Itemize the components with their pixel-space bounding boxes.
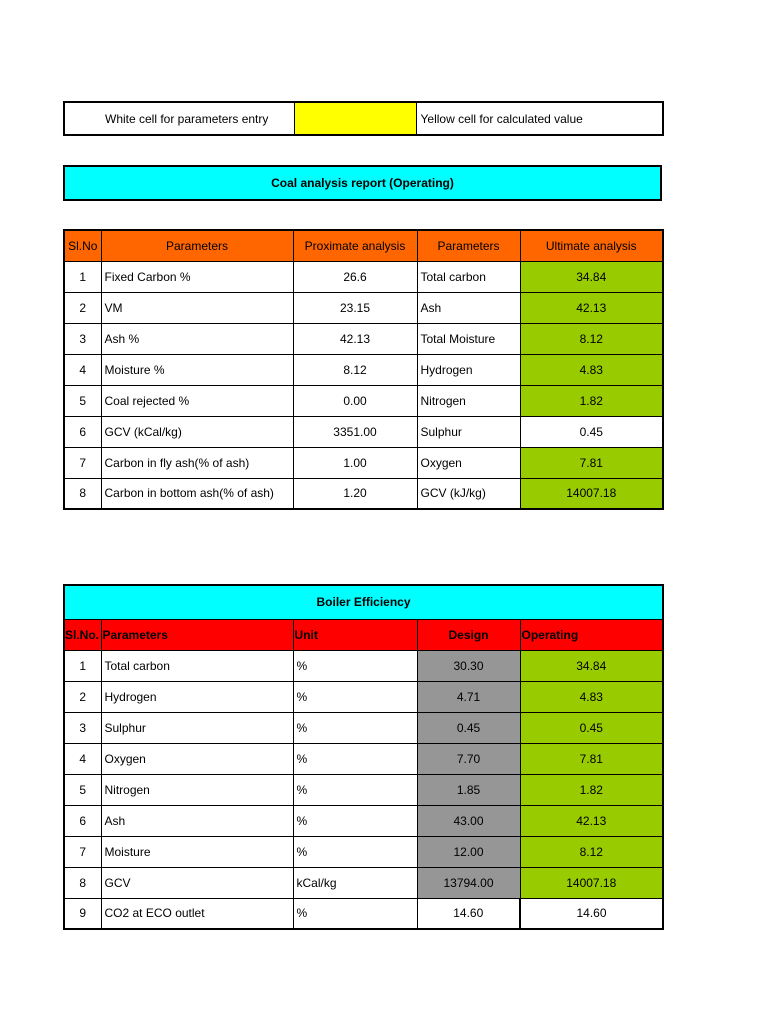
coal-ultimate-value: 1.82 bbox=[520, 385, 663, 416]
legend-yellow-label: Yellow cell for calculated value bbox=[416, 102, 663, 135]
boiler-unit: % bbox=[293, 712, 417, 743]
boiler-operating-value: 7.81 bbox=[520, 743, 663, 774]
coal-header-ultimate: Ultimate analysis bbox=[520, 230, 663, 261]
coal-row bbox=[64, 354, 663, 385]
boiler-operating-value: 8.12 bbox=[520, 836, 663, 867]
coal-parameter: GCV (kCal/kg) bbox=[101, 416, 293, 447]
coal-parameter: VM bbox=[101, 292, 293, 323]
boiler-slno: 7 bbox=[64, 836, 101, 867]
coal-proximate-value: 1.20 bbox=[293, 478, 417, 509]
coal-ultimate-value: 7.81 bbox=[520, 447, 663, 478]
coal-proximate-value: 42.13 bbox=[293, 323, 417, 354]
coal-ultimate-value: 34.84 bbox=[520, 261, 663, 292]
coal-slno: 2 bbox=[64, 292, 101, 323]
coal-analysis-table bbox=[63, 229, 664, 510]
boiler-parameter: CO2 at ECO outlet bbox=[101, 898, 293, 929]
coal-slno: 6 bbox=[64, 416, 101, 447]
boiler-parameter: GCV bbox=[101, 867, 293, 898]
coal-slno: 1 bbox=[64, 261, 101, 292]
coal-parameter: Ash % bbox=[101, 323, 293, 354]
boiler-row bbox=[64, 681, 663, 712]
boiler-slno: 5 bbox=[64, 774, 101, 805]
boiler-unit: kCal/kg bbox=[293, 867, 417, 898]
coal-analysis-block bbox=[63, 229, 662, 510]
boiler-header-unit: Unit bbox=[293, 619, 417, 650]
boiler-parameter: Sulphur bbox=[101, 712, 293, 743]
boiler-parameter: Hydrogen bbox=[101, 681, 293, 712]
boiler-row bbox=[64, 650, 663, 681]
coal-proximate-value: 26.6 bbox=[293, 261, 417, 292]
coal-ultimate-value: 14007.18 bbox=[520, 478, 663, 509]
coal-slno: 4 bbox=[64, 354, 101, 385]
coal-title-block bbox=[63, 165, 662, 201]
boiler-header-design: Design bbox=[417, 619, 520, 650]
coal-parameter: Carbon in fly ash(% of ash) bbox=[101, 447, 293, 478]
boiler-design-value: 0.45 bbox=[417, 712, 520, 743]
boiler-operating-value: 4.83 bbox=[520, 681, 663, 712]
boiler-parameter: Oxygen bbox=[101, 743, 293, 774]
boiler-row bbox=[64, 774, 663, 805]
boiler-header-row bbox=[64, 619, 663, 650]
boiler-slno: 1 bbox=[64, 650, 101, 681]
boiler-design-value: 13794.00 bbox=[417, 867, 520, 898]
coal-row bbox=[64, 416, 663, 447]
coal-header-slno: Sl.No bbox=[64, 230, 101, 261]
boiler-slno: 3 bbox=[64, 712, 101, 743]
boiler-slno: 9 bbox=[64, 898, 101, 929]
boiler-design-value: 4.71 bbox=[417, 681, 520, 712]
coal-proximate-value: 8.12 bbox=[293, 354, 417, 385]
coal-row bbox=[64, 261, 663, 292]
coal-parameter-2: Ash bbox=[417, 292, 520, 323]
coal-row bbox=[64, 447, 663, 478]
boiler-slno: 6 bbox=[64, 805, 101, 836]
coal-parameter-2: Oxygen bbox=[417, 447, 520, 478]
boiler-parameter: Nitrogen bbox=[101, 774, 293, 805]
coal-parameter: Coal rejected % bbox=[101, 385, 293, 416]
boiler-slno: 8 bbox=[64, 867, 101, 898]
coal-parameter-2: Total Moisture bbox=[417, 323, 520, 354]
coal-row bbox=[64, 292, 663, 323]
boiler-unit: % bbox=[293, 836, 417, 867]
coal-row bbox=[64, 385, 663, 416]
coal-ultimate-value: 4.83 bbox=[520, 354, 663, 385]
boiler-row bbox=[64, 805, 663, 836]
boiler-efficiency-block bbox=[63, 584, 662, 930]
boiler-operating-value: 14007.18 bbox=[520, 867, 663, 898]
coal-ultimate-value: 0.45 bbox=[520, 416, 663, 447]
coal-proximate-value: 23.15 bbox=[293, 292, 417, 323]
coal-parameter: Moisture % bbox=[101, 354, 293, 385]
boiler-header-slno: Sl.No. bbox=[64, 619, 101, 650]
legend-yellow-swatch bbox=[294, 102, 416, 135]
boiler-operating-value: 1.82 bbox=[520, 774, 663, 805]
boiler-unit: % bbox=[293, 681, 417, 712]
coal-parameter-2: Sulphur bbox=[417, 416, 520, 447]
boiler-operating-value: 0.45 bbox=[520, 712, 663, 743]
coal-title: Coal analysis report (Operating) bbox=[64, 166, 661, 200]
boiler-slno: 2 bbox=[64, 681, 101, 712]
legend-table bbox=[63, 101, 664, 136]
boiler-operating-value: 14.60 bbox=[520, 898, 663, 929]
legend-white-label: White cell for parameters entry bbox=[64, 102, 294, 135]
coal-row bbox=[64, 323, 663, 354]
boiler-parameter: Total carbon bbox=[101, 650, 293, 681]
boiler-title: Boiler Efficiency bbox=[64, 585, 663, 619]
boiler-parameter: Moisture bbox=[101, 836, 293, 867]
boiler-parameter: Ash bbox=[101, 805, 293, 836]
coal-parameter-2: Hydrogen bbox=[417, 354, 520, 385]
coal-header-parameters: Parameters bbox=[101, 230, 293, 261]
boiler-unit: % bbox=[293, 650, 417, 681]
boiler-efficiency-table bbox=[63, 584, 664, 930]
coal-parameter-2: Nitrogen bbox=[417, 385, 520, 416]
coal-slno: 7 bbox=[64, 447, 101, 478]
boiler-header-operating: Operating bbox=[520, 619, 663, 650]
coal-parameter: Fixed Carbon % bbox=[101, 261, 293, 292]
boiler-row bbox=[64, 836, 663, 867]
legend-block bbox=[63, 101, 662, 136]
boiler-design-value: 7.70 bbox=[417, 743, 520, 774]
coal-proximate-value: 0.00 bbox=[293, 385, 417, 416]
coal-slno: 3 bbox=[64, 323, 101, 354]
boiler-unit: % bbox=[293, 805, 417, 836]
boiler-row bbox=[64, 712, 663, 743]
coal-ultimate-value: 8.12 bbox=[520, 323, 663, 354]
coal-header-proximate: Proximate analysis bbox=[293, 230, 417, 261]
boiler-operating-value: 34.84 bbox=[520, 650, 663, 681]
boiler-design-value: 30.30 bbox=[417, 650, 520, 681]
boiler-row bbox=[64, 898, 663, 929]
coal-parameter-2: Total carbon bbox=[417, 261, 520, 292]
coal-parameter-2: GCV (kJ/kg) bbox=[417, 478, 520, 509]
boiler-design-value: 12.00 bbox=[417, 836, 520, 867]
boiler-unit: % bbox=[293, 774, 417, 805]
coal-header-parameters-2: Parameters bbox=[417, 230, 520, 261]
boiler-unit: % bbox=[293, 898, 417, 929]
coal-slno: 5 bbox=[64, 385, 101, 416]
coal-parameter: Carbon in bottom ash(% of ash) bbox=[101, 478, 293, 509]
coal-ultimate-value: 42.13 bbox=[520, 292, 663, 323]
boiler-row bbox=[64, 867, 663, 898]
coal-header-row bbox=[64, 230, 663, 261]
boiler-title-row bbox=[64, 585, 663, 619]
coal-proximate-value: 1.00 bbox=[293, 447, 417, 478]
coal-row bbox=[64, 478, 663, 509]
boiler-design-value: 43.00 bbox=[417, 805, 520, 836]
boiler-design-value: 14.60 bbox=[417, 898, 520, 929]
coal-proximate-value: 3351.00 bbox=[293, 416, 417, 447]
boiler-operating-value: 42.13 bbox=[520, 805, 663, 836]
boiler-unit: % bbox=[293, 743, 417, 774]
boiler-design-value: 1.85 bbox=[417, 774, 520, 805]
boiler-row bbox=[64, 743, 663, 774]
coal-slno: 8 bbox=[64, 478, 101, 509]
boiler-header-parameters: Parameters bbox=[101, 619, 293, 650]
boiler-slno: 4 bbox=[64, 743, 101, 774]
coal-title-table bbox=[63, 165, 662, 201]
